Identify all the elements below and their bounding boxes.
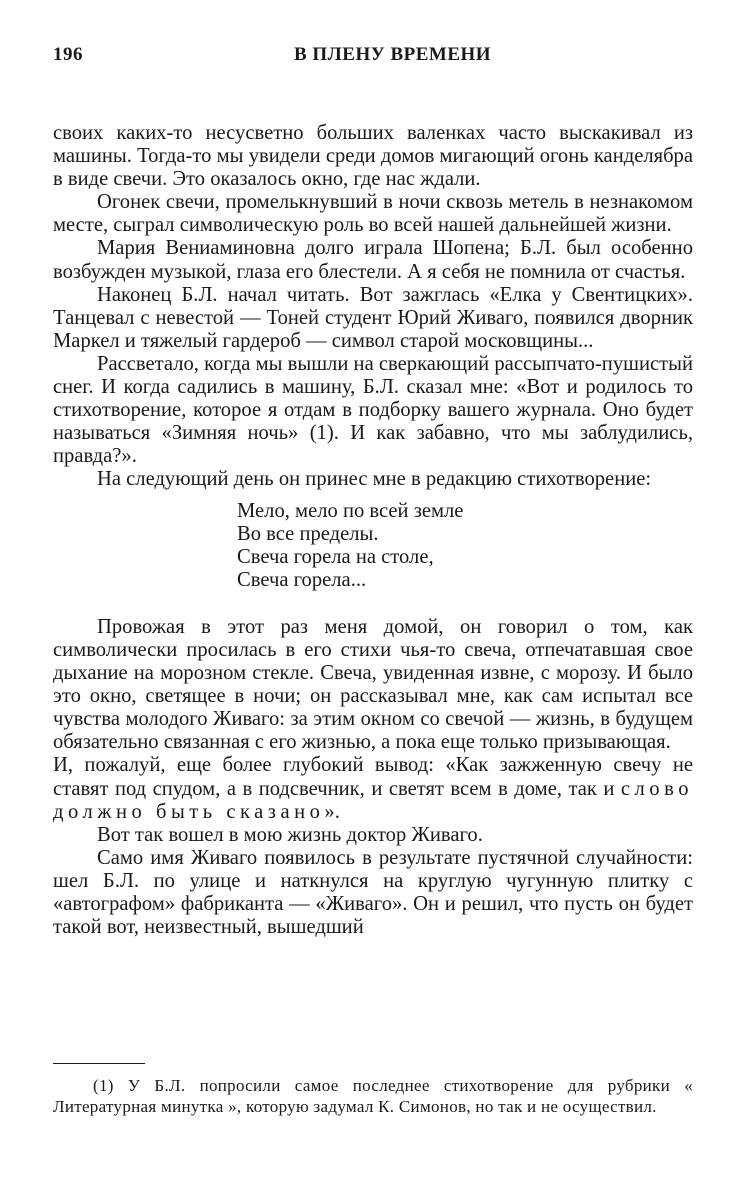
paragraph-spaced-emphasis: [53, 754, 693, 823]
poem-line: Во все пределы.: [237, 522, 379, 545]
paragraph: Вот так вошел в мою жизнь доктор Живаго.: [97, 823, 483, 846]
body-text: [53, 122, 693, 939]
spaced-emphasis-text: слово должно быть сказано: [53, 777, 693, 823]
paragraph: На следующий день он принес мне в редакцию стихотворение:: [97, 468, 652, 491]
poem-line: Свеча горела на столе,: [237, 545, 434, 568]
running-title: В ПЛЕНУ ВРЕМЕНИ: [293, 44, 492, 65]
paragraph: Мария Вениаминовна долго играла Шопена; Б.Л. был особенно возбужден музыкой, глаза его блестели. А я себя не помнила от счастья.: [53, 237, 693, 283]
footnote: (1) У Б.Л. попросили самое последнее стихотворение для рубрики « Литературная минутка », которую задумал К. Симонов, но так и не осуществил.: [53, 1076, 693, 1116]
poem-quote: [237, 500, 693, 592]
paragraph: Провожая в этот раз меня домой, он говорил о том, как символически просилась в его стихи чья-то свеча, отпечатавшая свое дыхание на морозном стекле. Свеча, увиденная извне, с морозу. И было это окно, светящее в ночи; он рассказывал мне, как сам испытал все чувства молодого Живаго: за этим окном со свечой — жизнь, в будущем обязательно связанная с его жизнью, а пока еще только призывающая.: [53, 615, 693, 754]
paragraph: Огонек свечи, промелькнувший в ночи сквозь метель в незнакомом месте, сыграл символическую роль во всей нашей дальнейшей жизни.: [53, 191, 693, 237]
paragraph-text: И, пожалуй, еще более глубокий вывод: «Как зажженную свечу не ставят под спудом, а в подсвечник, и светят всем в доме, так и: [53, 754, 693, 800]
paragraph: своих каких-то несусветно больших валенках часто выскакивал из машины. Тогда-то мы увидели среди домов мигающий огонь канделябра в виде свечи. Это оказалось окно, где нас ждали.: [53, 122, 693, 191]
poem-line: Мело, мело по всей земле: [237, 499, 464, 522]
paragraph: Рассветало, когда мы вышли на сверкающий рассыпчато-пушистый снег. И когда садились в машину, Б.Л. сказал мне: «Вот и родилось то стихотворение, которое я отдам в подборку вашего журнала. Оно будет называться «Зимняя ночь» (1). И как забавно, что мы заблудились, правда?».: [53, 352, 693, 468]
paragraph: Само имя Живаго появилось в результате пустячной случайности: шел Б.Л. по улице и наткнулся на круглую чугунную плитку с «автографом» фабриканта — «Живаго». Он и решил, что пусть он будет такой вот, неизвестный, вышедший: [53, 846, 693, 939]
paragraph-text-end: ».: [324, 800, 340, 823]
page-number: 196: [53, 44, 83, 65]
poem-line: Свеча горела...: [237, 568, 367, 591]
footnote-divider: [53, 1063, 145, 1064]
paragraph: Наконец Б.Л. начал читать. Вот зажглась «Елка у Свентицких». Танцевал с невестой — Тоней студент Юрий Живаго, появился дворник Маркел и тяжелый гардероб — символ старой московщины...: [53, 283, 693, 352]
